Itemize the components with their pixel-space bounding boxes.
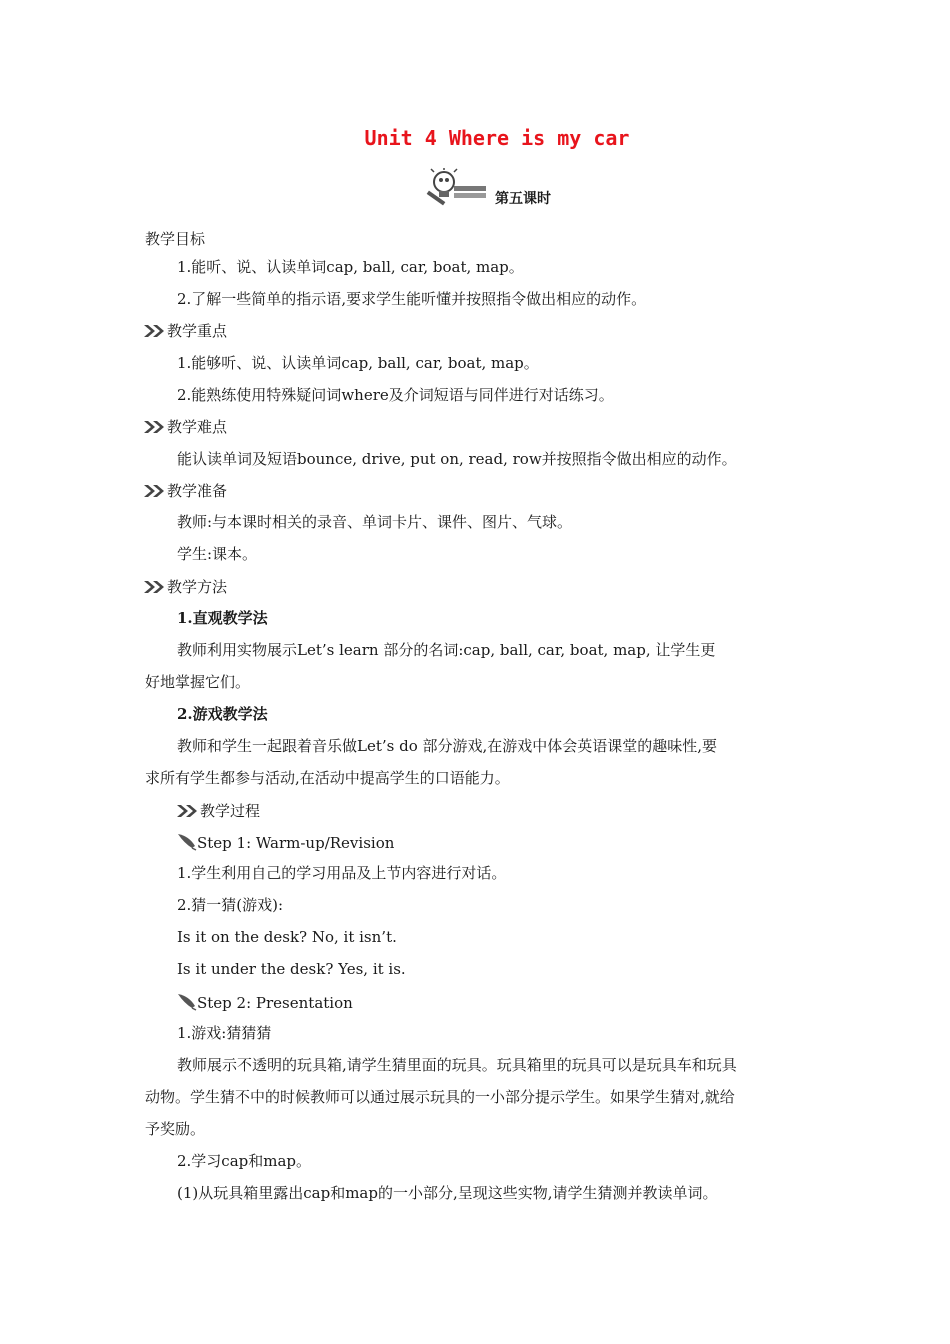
lightbulb-icon bbox=[424, 168, 492, 208]
preparation-teacher: 教师:与本课时相关的录音、单词卡片、课件、图片、气球。 bbox=[177, 513, 573, 531]
step1-title: Step 1: Warm-up/Revision bbox=[197, 834, 395, 852]
method-paragraph: 教师和学生一起跟着音乐做Let’s do 部分游戏,在游戏中体会英语课堂的趣味性,要 bbox=[177, 737, 718, 755]
heading-label: 教学难点 bbox=[167, 418, 228, 436]
double-chevron-icon bbox=[143, 580, 165, 594]
step2-paragraph: 教师展示不透明的玩具箱,请学生猜里面的玩具。玩具箱里的玩具可以是玩具车和玩具 bbox=[177, 1056, 737, 1074]
lesson-label: 第五课时 bbox=[495, 191, 551, 207]
method-paragraph: 教师利用实物展示Let’s learn 部分的名词:cap, ball, car, boat, map, 让学生更 bbox=[177, 641, 716, 659]
step2-heading bbox=[177, 993, 353, 1013]
feather-pen-icon bbox=[177, 833, 197, 851]
step1-line: Is it on the desk? No, it isn’t. bbox=[177, 928, 397, 946]
step2-paragraph: 动物。学生猜不中的时候教师可以通过展示玩具的一小部分提示学生。如果学生猜对,就给 bbox=[145, 1088, 735, 1106]
heading-key-points bbox=[143, 321, 227, 341]
heading-objectives: 教学目标 bbox=[145, 230, 206, 248]
objective-item: 2.了解一些简单的指示语,要求学生能听懂并按照指令做出相应的动作。 bbox=[177, 290, 647, 308]
method-title: 1.直观教学法 bbox=[177, 609, 268, 627]
key-point-item: 2.能熟练使用特殊疑问词where及介词短语与同伴进行对话练习。 bbox=[177, 386, 614, 404]
heading-difficulties bbox=[143, 417, 227, 437]
step2-title: Step 2: Presentation bbox=[197, 994, 353, 1012]
heading-methods bbox=[143, 577, 227, 597]
step2-line: 2.学习cap和map。 bbox=[177, 1152, 312, 1170]
heading-label: 教学方法 bbox=[167, 578, 228, 596]
step2-line: 1.游戏:猜猜猜 bbox=[177, 1024, 272, 1042]
step1-line: Is it under the desk? Yes, it is. bbox=[177, 960, 406, 978]
page-title: Unit 4 Where is my car bbox=[364, 126, 630, 150]
feather-pen-icon bbox=[177, 993, 197, 1011]
double-chevron-icon bbox=[143, 324, 165, 338]
double-chevron-icon bbox=[143, 484, 165, 498]
heading-label: 教学重点 bbox=[167, 322, 228, 340]
step1-heading bbox=[177, 833, 394, 853]
difficulty-text: 能认读单词及短语bounce, drive, put on, read, row并按照指令做出相应的动作。 bbox=[177, 450, 737, 468]
method-paragraph: 好地掌握它们。 bbox=[145, 673, 251, 691]
heading-label: 教学准备 bbox=[167, 482, 228, 500]
heading-preparation bbox=[143, 481, 227, 501]
objective-item: 1.能听、说、认读单词cap, ball, car, boat, map。 bbox=[177, 258, 524, 276]
step1-line: 2.猜一猜(游戏): bbox=[177, 896, 284, 914]
double-chevron-icon bbox=[176, 804, 198, 818]
heading-process bbox=[176, 801, 260, 821]
step2-line: (1)从玩具箱里露出cap和map的一小部分,呈现这些实物,请学生猜测并教读单词。 bbox=[177, 1184, 718, 1202]
preparation-student: 学生:课本。 bbox=[177, 545, 258, 563]
key-point-item: 1.能够听、说、认读单词cap, ball, car, boat, map。 bbox=[177, 354, 539, 372]
heading-label: 教学过程 bbox=[200, 802, 261, 820]
step1-line: 1.学生利用自己的学习用品及上节内容进行对话。 bbox=[177, 864, 507, 882]
method-paragraph: 求所有学生都参与活动,在活动中提高学生的口语能力。 bbox=[145, 769, 510, 787]
double-chevron-icon bbox=[143, 420, 165, 434]
step2-paragraph: 予奖励。 bbox=[145, 1120, 206, 1138]
method-title: 2.游戏教学法 bbox=[177, 705, 268, 723]
